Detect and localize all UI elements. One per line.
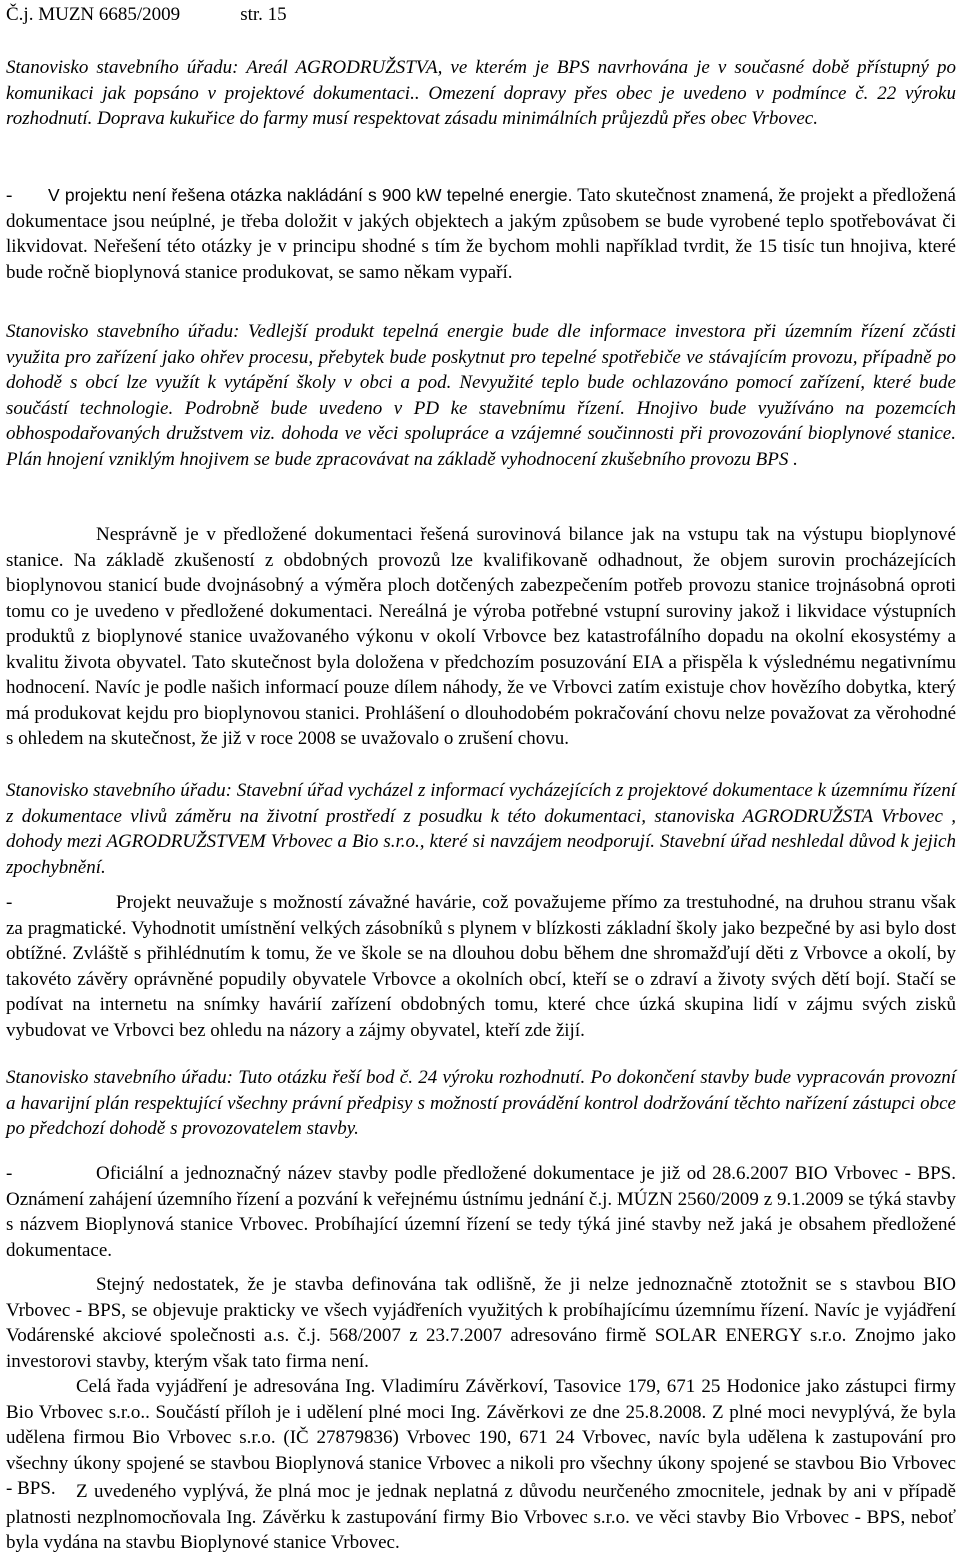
page-header [6,4,287,26]
list-dash: - [6,1163,13,1184]
list-dash: - [6,892,13,913]
paragraph-stanovisko-3: Stanovisko stavebního úřadu: Stavební úřad vycházel z informací vycházejících z projektové dokumentace k územnímu řízení z dokumentace vlivů záměru na životní prostředí z posudku k této dokumentaci, stanoviska AGRODRUŽSTA Vrbovec , dohody mezi AGRODRUŽSTVEM Vrbovec a Bio s.r.o., které si navzájem neodporují. Stavební úřad neshledal důvod k jejich zpochybnění. [6,780,956,878]
power-of-attorney-text: Celá řada vyjádření je adresována Ing. Vladimíru Závěrkoví, Tasovice 179, 671 25 Hodonice jako zástupci firmy Bio Vrbovec s.r.o.. Součástí příloh je i udělení plné moci Ing. Závěrkovi ze dne 25.8.2008. Z plné moci nevyplývá, že byla udělena firmou Bio Vrbovec s.r.o. (IČ 27879836) Vrbovec 190, 671 24 Vrbovec, navíc byla udělena k zastupování pro všechny úkony spojené se stavbou Bioplynová stanice Vrbovec a nikoli pro všechny úkony spojené se stavbou Bio Vrbovec - BPS. [6,1376,956,1499]
paragraph-objection-balance [6,522,956,752]
paragraph-stanovisko-2: Stanovisko stavebního úřadu: Vedlejší produkt tepelná energie bude dle informace investora při územním řízení zčásti využita pro zařízení jako ohřev procesu, přebytek bude poskytnut pro tepelné spotřebiče ve stávajícím provozu, případně po dohodě s obcí lze využít k vytápění školy v obci a pod. Nevyužité teplo bude ochlazováno pomocí zařízení, které bude součástí technologie. Podrobně bude uvedeno v PD ke stavebnímu řízení. Hnojivo bude využíváno na pozemcích obhospodařovaných družstvem viz. dohoda ve věci spolupráce a vzájemné součinnosti při provozování bioplynové stanice. Plán hnojení vzniklým hnojivem se bude zpracovávat na základě vyhodnocení zkušebního provozu BPS . [6,321,956,470]
reference-number: Č.j. MUZN 6685/2009 [6,4,181,25]
paragraph-objection-accident [6,890,956,1043]
page-number: str. 15 [240,4,287,25]
objection-heat-lead: V projektu není řešena otázka nakládání s 900 kW tepelné energie. [48,185,573,205]
paragraph-stanovisko-4: Stanovisko stavebního úřadu: Tuto otázku řeší bod č. 24 výroku rozhodnutí. Po dokončení stavby bude vypracován provozní a havarijní plán respektující všechny právní předpisy s možností provádění kontrol dodržování těchto nařízení zástupci obce po předchozí dohodě s provozovatelem stavby. [6,1067,956,1139]
paragraph-stanovisko-1: Stanovisko stavebního úřadu: Areál AGRODRUŽSTVA, ve kterém je BPS navrhována je v současné době přístupný po komunikaci jak popsáno v projektové dokumentaci.. Omezení dopravy přes obec je uvedeno v podmínce č. 22 výroku rozhodnutí. Doprava kukuřice do farmy musí respektovat zásadu minimálních průjezdů přes obec Vrbovec. [6,57,956,129]
list-dash: - [6,185,13,206]
paragraph-objection-heat [6,183,956,285]
same-defect-text: Stejný nedostatek, že je stavba definována tak odlišně, že ji nelze jednoznačně ztotožnit se s stavbou BIO Vrbovec - BPS, se objevuje prakticky ve všech vyjádřeních využitých k probíhajícímu územnímu řízení. Navíc je vyjádření Vodárenské akciové společnosti a.s. č.j. 568/2007 z 23.7.2007 adresováno firmě SOLAR ENERGY s.r.o. Znojmo jako investorovi stavby, kterým však tato firma není. [6,1274,956,1372]
objection-accident-text: Projekt neuvažuje s možností závažné havárie, což považujeme přímo za trestuhodné, na druhou stranu však za pragmatické. Vyhodnotit umístnění velkých zásobníků s plynem v blízkosti základní školy jako bezpečné by asi bylo dost obtížné. Zvláště s přihlédnutím k tomu, že ve škole se na dlouhou dobu během dne shromažďují děti z Vrbovce a okolí, by takovéto závěry oprávněné popudily obyvatele Vrbovce a okolních obcí, kteří se o zdraví a životy svých dětí bojí. Stačí se podívat na internetu na snímky havárií zařízení obdobných tomu, které chce úzká skupina lidí v zájmu svých zisků vybudovat ve Vrbovci bez ohledu na názory a zájmy obyvatel, kteří zde žijí. [6,892,956,1041]
objection-heat-text: Tato skutečnost znamená, že projekt a předložená dokumentace jsou neúplné, je třeba doložit v jakých objektech a jakým způsobem se bude vyrobené teplo spotřebovávat či likvidovat. Neřešení této otázky je v principu shodné s tím že bychom mohli například tvrdit, že 15 tisíc tun hnojiva, které bude ročně bioplynová stanice produkovat, se samo někam vypaří. [6,185,956,283]
objection-balance-text: Nesprávně je v předložené dokumentaci řešená surovinová bilance jak na vstupu tak na výstupu bioplynové stanice. Na základě zkušeností z obdobných provozů lze kvalifikovaně odhadnout, že objem surovin procházejících bioplynovou stanicí bude dvojnásobný a výměra ploch dotčených zabezpečením potřeb provozu stanice trojnásobná oproti tomu co je uvedeno v předložené dokumentaci. Nereálná je výroba potřebné vstupní suroviny jakož i likvidace výstupních produktů z bioplynové stanice uvažovaného výkonu v okolí Vrbovce bez katastrofálního dopadu na okolní ekosystémy a kvalitu života obyvatel. Tato skutečnost byla doložena v předchozím posuzování EIA a přispěla k výslednému negativnímu hodnocení. Navíc je podle našich informací pouze dílem náhody, že ve Vrbovci zatím existuje chov hovězího dobytka, který má produkovat kejdu pro bioplynovou stanici. Prohlášení o dlouhodobém pokračování chovu nelze považovat za věrohodné s ohledem na skutečnost, že již v roce 2008 se uvažovalo o zrušení chovu. [6,524,956,749]
objection-name-text: Oficiální a jednoznačný název stavby podle předložené dokumentace je již od 28.6.2007 BIO Vrbovec - BPS. Oznámení zahájení územního řízení a pozvání k veřejnému ústnímu jednání č.j. MÚZN 2560/2009 z 9.1.2009 se týká stavby s názvem Bioplynová stanice Vrbovec. Probíhající územní řízení se tedy týká jiné stavby než jaká je obsahem předložené dokumentace. [6,1163,956,1261]
paragraph-same-defect [6,1272,956,1374]
paragraph-objection-name [6,1161,956,1263]
paragraph-conclusion [6,1479,956,1556]
conclusion-text: Z uvedeného vyplývá, že plná moc je jednak neplatná z důvodu neurčeného zmocnitele, jednak by ani v případě platnosti nezplnomocňovala Ing. Závěrku k zastupování firmy Bio Vrbovec s.r.o. ve věci stavby Bio Vrbovec - BPS, neboť byla vydána na stavbu Bioplynové stanice Vrbovec. [6,1481,956,1553]
